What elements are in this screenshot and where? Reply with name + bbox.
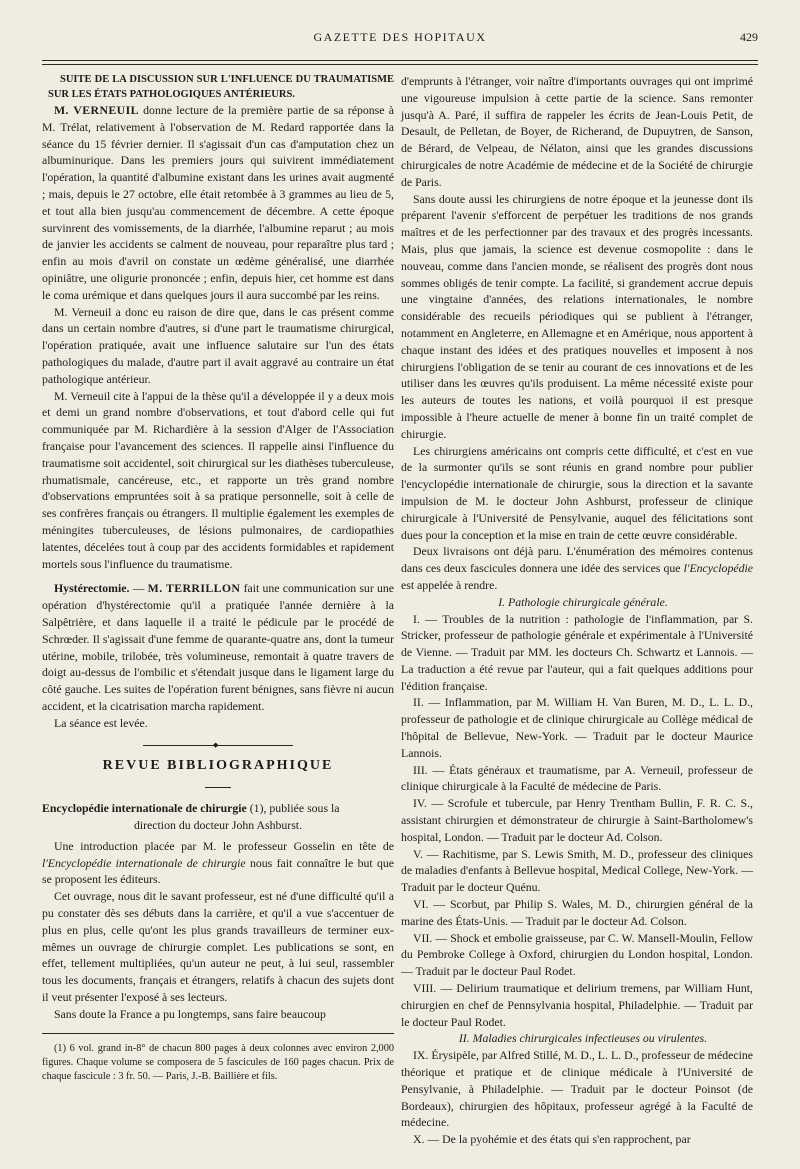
paragraph: Hystérectomie. — M. TERRILLON fait une communication sur une opération d'hystérectomie qu'il a pratiquée l'année dernière à la Salpêtrière, et dans laquelle il a traité le pédicule par le procédé de Schrœder. Il s'agissait d'une femme de quarante-quatre ans, dont la tumeur utérine, mobile, trilobée, très volumineuse, remontait à quatre travers de doigt au-dessus de l'ombilic et s'étendait jusque dans le ligament large du côté gauche. Les suites de l'opération furent bénignes, sans fièvre ni aucun accident, et la cicatrisation marcha rapidement. (42, 581, 395, 713)
paragraph: M. Verneuil cite à l'appui de la thèse qu'il a développée il y a deux mois et demi un grand nombre d'observations, et tout d'abord celle qui fut communiquée par M. Richardière à la session d'Alger de l'Association française pour l'avancement des sciences. Il rappelle ainsi l'influence du traumatisme soit accidentel, soit chirurgical sur les diathèses tuberculeuse, rhumatismale, cancéreuse, etc., et rapporte un très grand nombre d'observations empruntées soit à sa pratique personnelle, soit à celle de ses confrères français ou étrangers. Il multiplie également les exemples de méningites tuberculeuses, de lésions pulmonaires, de cardiopathies latentes, décelées tout à coup par des accidents formidables et rapidement mortels sous l'influence du traumatisme. (42, 388, 394, 571)
paragraph: Une introduction placée par M. le professeur Gosselin en tête de l'Encyclopédie internationale de chirurgie nous fait connaître le but que se proposent les éditeurs. (42, 838, 394, 887)
speaker-name: M. TERRILLON (147, 581, 241, 596)
list-item: II. — Inflammation, par M. William H. Van Buren, M. D., L. L. D., professeur de pathologie et de clinique chirurgicale au Collège médical de l'hôpital de Bellevue, New-York. — Traduit par le docteur Maurice Lannois. (401, 695, 753, 760)
list-item: IV. — Scrofule et tubercule, par Henry Trentham Bullin, F. R. C. S., assistant chirurgien et démonstrateur de chirurgie à Saint-Bartholomew's hospital, London. — Traduit par le docteur Ad. Colson. (401, 796, 753, 844)
section-divider: ◆ (143, 745, 293, 746)
list-item: V. — Rachitisme, par S. Lewis Smith, M. D., professeur des cliniques de maladies d'enfants à Bellevue hospital, Medical College, New-York. — Traduit par le docteur Quénu. (401, 846, 753, 895)
paragraph: Les chirurgiens américains ont compris cette difficulté, et c'est en vue de la surmonter qu'ils se sont réunis en grand nombre pour publier l'encyclopédie internationale de chirurgie, sous la direction et la savante impulsion de M. le docteur John Ashburst, professeur de clinique chirurgicale à l'Université de Pensylvanie, auquel des félicitations sont dues pour la conception et la mise en train de cette œuvre considérable. (401, 443, 753, 542)
speaker-name: M. VERNEUIL (54, 103, 139, 117)
page-number: 429 (740, 30, 758, 44)
list-item: IX. Érysipèle, par Alfred Stillé, M. D., L. L. D., professeur de médecine théorique et pratique et de clinique médicale à l'Université de Pensylvanie, à Philadelphie. — Traduit par le docteur Poinsot (de Bordeaux), chirurgien des hôpitaux, professeur agrégé à la Faculté de médecine. (401, 1048, 753, 1130)
list-item: VIII. — Delirium traumatique et delirium tremens, par William Hunt, chirurgien en chef de Pennsylvania hospital, Philadelphie. — Traduit par le docteur Paul Rodet. (401, 981, 753, 1029)
article-title: Encyclopédie internationale de chirurgie (42, 801, 247, 816)
footnote-rule (42, 1033, 394, 1034)
header-rule (42, 60, 758, 65)
paragraph: M. VERNEUIL donne lecture de la première partie de sa réponse à M. Trélat, relativement à l'observation de M. Redard rapportée dans la séance du 15 février dernier. Il s'agissait d'un cas d'amputation chez un albuminurique. Dans les premiers jours qui suivirent immédiatement l'opération, la quantité d'albumine existant dans les urines avait augmenté ; mais, depuis le 27 octobre, elle était retombée à 3 grammes au lieu de 5, et tout alla bien jusqu'au commencement de décembre. A cette époque survinrent des vomissements, de la diarrhée, l'albumine reparut ; au mois de janvier les accidents se calment de nouveau, pour reparaître plus tard ; enfin au mois d'avril on constate un œdème généralisé, une diarrhée opiniâtre, une oligurie prononcée ; enfin, depuis hier, cet homme est dans le coma urémique et dans quelques jours il aura succombé par les reins. (42, 103, 394, 302)
paragraph: Deux livraisons ont déjà paru. L'énumération des mémoires contenus dans ces deux fascicules donnera une idée des services que l'Encyclopédie est appelée à rendre. (401, 544, 753, 592)
list-item: III. — États généraux et traumatisme, par A. Verneuil, professeur de clinique chirurgicale à la Faculté de médecine de Paris. (401, 762, 753, 794)
subsection-heading: I. Pathologie chirurgicale générale. (498, 594, 668, 609)
list-item: I. — Troubles de la nutrition : pathologie de l'inflammation, par S. Stricker, professeur de pathologie générale et expérimentale à l'Université de Vienne. — Traduit par MM. les docteurs Ch. Schwartz et Lannois. — La traduction a été revue par l'auteur, qui a fait quelques additions pour l'édition française. (401, 611, 753, 693)
subsection-heading: II. Maladies chirurgicales infectieuses ou virulentes. (458, 1031, 708, 1046)
section-heading: SUITE DE LA DISCUSSION SUR L'INFLUENCE DU TRAUMATISME SUR LES ÉTATS PATHOLOGIQUES ANTÉRIEURS. (48, 74, 394, 100)
page-header (40, 30, 760, 50)
list-item: VII. — Shock et embolie graisseuse, par C. W. Mansell-Moulin, Fellow du Pembroke College à Oxford, chirurgien du London hospital, London. — Traduit par le docteur Paul Rodet. (401, 930, 753, 979)
running-title: GAZETTE DES HOPITAUX (313, 30, 487, 44)
article-title-line: Encyclopédie internationale de chirurgie (1), publiée sous la (42, 801, 340, 816)
paragraph: Cet ouvrage, nous dit le savant professeur, est né d'une difficulté qu'il a pu constater dès ses débuts dans la carrière, et qu'il a vue s'accentuer de plus en plus, celle qu'ont les plus grands travailleurs de terminer eux-mêmes un ouvrage de chirurgie complet. Les publications se sont, en effet, tellement multipliées, qu'un auteur ne peut, à lui seul, rassembler tous les documents, français et étrangers, relatifs à chacun des sujets dont il veut présenter l'exposé à ses lecteurs. (42, 889, 394, 1005)
list-item: X. — De la pyohémie et des états qui s'en rapprochent, par (413, 1132, 691, 1147)
paragraph: d'emprunts à l'étranger, voir naître d'importants ouvrages qui ont imprimé une vigoureuse impulsion à cette partie de la science. Sans remonter jusqu'à A. Paré, il suffira de rappeler les écrits de Jean-Louis Petit, de Desault, de Pelletan, de Boyer, de Richerand, de Dupuytren, de Sanson, de Bérard, de Velpeau, de Nélaton, ainsi que les grandes discussions chirurgicales de notre Académie de médecine et de la Société de chirurgie de Paris. (401, 74, 753, 189)
revue-title: REVUE BIBLIOGRAPHIQUE (102, 758, 334, 774)
left-column (42, 73, 394, 1084)
small-divider (205, 787, 231, 788)
list-item: VI. — Scorbut, par Philip S. Wales, M. D., chirurgien général de la marine des États-Unis. — Traduit par le docteur Ad. Colson. (401, 897, 753, 928)
paragraph: Sans doute la France a pu longtemps, sans faire beaucoup (54, 1006, 326, 1021)
topic-title: Hystérectomie. (54, 581, 130, 596)
paragraph: Sans doute aussi les chirurgiens de notre époque et la jeunesse dont ils préparent l'avenir s'efforcent de perpétuer les traditions de nos grands maîtres et de les perfectionner par des travaux et des progrès incessants. Mais, plus que jamais, la science est devenue cosmopolite : dans le nouveau, comme dans l'ancien monde, se réalisent des progrès dont nous sommes obligés de tenir compte. La facilité, si grandement accrue depuis une vingtaine d'années, des relations internationales, le nombre considérable des recueils périodiques qui se publient à l'étranger, notamment en Angleterre, en Allemagne et en Amérique, nous apportent à chaque instant des idées et des pratiques nouvelles et imposent à nos chirurgiens l'obligation de se tenir au courant de ces innovations et de les utiliser dans les œuvres qu'ils produisent. La même nécessité existe pour les auteurs de toutes les nations, et voilà pourquoi il est presque impossible à l'heure actuelle de mener à bonne fin un traité complet de chirurgie. (401, 191, 753, 441)
footnote: (1) 6 vol. grand in-8° de chacun 800 pages à deux colonnes avec environ 2,000 figures. Chaque volume se composera de 5 fascicules de 160 pages chacun. Prix de chaque fascicule : 3 fr. 50. — Paris, J.-B. Baillière et fils. (42, 1042, 394, 1082)
right-column (401, 73, 753, 1148)
article-subtitle: direction du docteur John Ashburst. (133, 818, 303, 833)
paragraph: La séance est levée. (54, 715, 148, 730)
paragraph: M. Verneuil a donc eu raison de dire que, dans le cas présent comme dans un certain nombre d'autres, si d'une part le traumatisme chirurgical, l'opération pratiquée, avait une influence salutaire sur l'un des états pathologiques du malade, d'autre part il avait aggravé au contraire un état pathologique antérieur. (42, 304, 394, 386)
